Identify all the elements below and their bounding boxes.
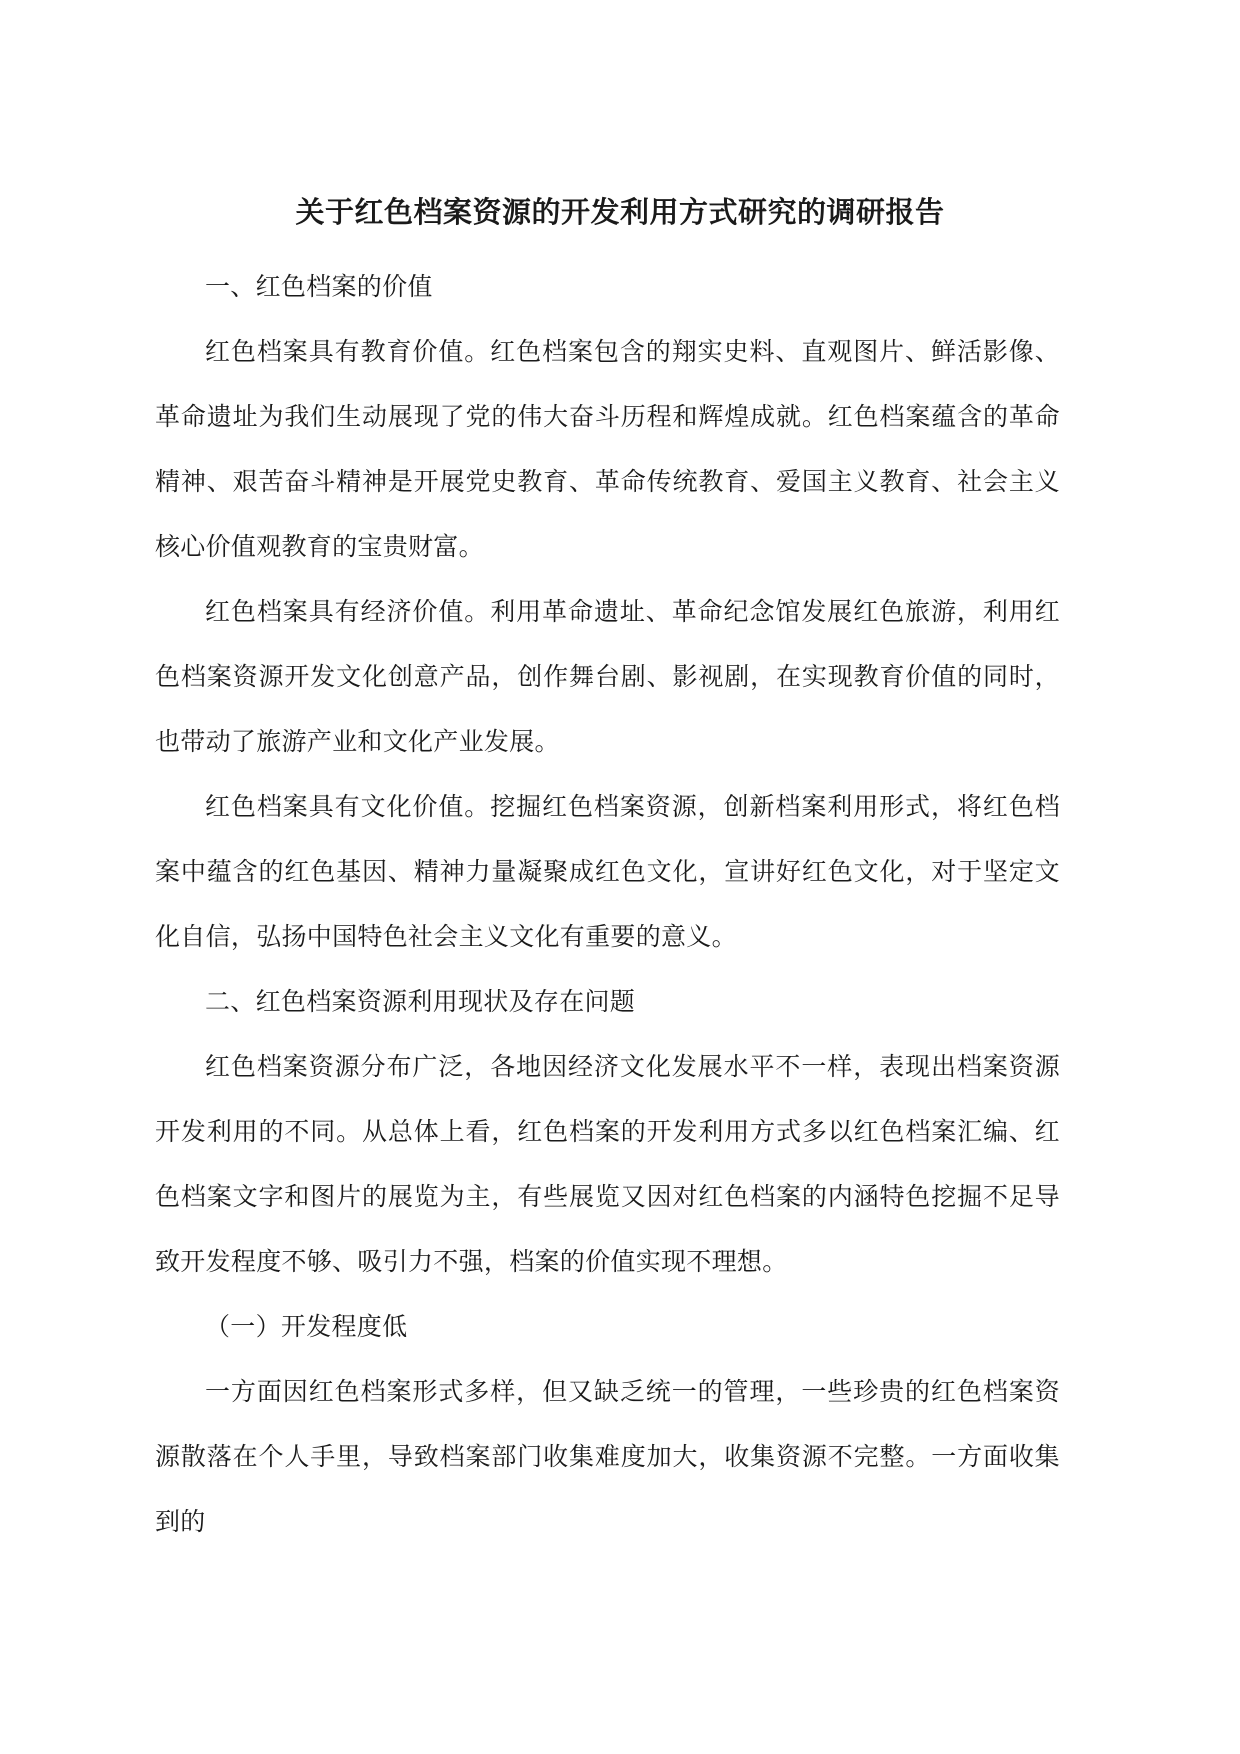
paragraph-current-status: 红色档案资源分布广泛，各地因经济文化发展水平不一样，表现出档案资源开发利用的不同。从总体上看，红色档案的开发利用方式多以红色档案汇编、红色档案文字和图片的展览为主，有些展览又因对红色档案的内涵特色挖掘不足导致开发程度不够、吸引力不强，档案的价值实现不理想。 <box>155 1052 1060 1276</box>
paragraph-low-development: 一方面因红色档案形式多样，但又缺乏统一的管理，一些珍贵的红色档案资源散落在个人手里，导致档案部门收集难度加大，收集资源不完整。一方面收集到的 <box>155 1377 1060 1536</box>
paragraph-education-value: 红色档案具有教育价值。红色档案包含的翔实史料、直观图片、鲜活影像、革命遗址为我们生动展现了党的伟大奋斗历程和辉煌成就。红色档案蕴含的革命精神、艰苦奋斗精神是开展党史教育、革命传统教育、爱国主义教育、社会主义核心价值观教育的宝贵财富。 <box>155 337 1060 561</box>
sub-heading-1: （一）开发程度低 <box>205 1312 408 1341</box>
paragraph-cultural-value: 红色档案具有文化价值。挖掘红色档案资源，创新档案利用形式，将红色档案中蕴含的红色基因、精神力量凝聚成红色文化，宣讲好红色文化，对于坚定文化自信，弘扬中国特色社会主义文化有重要的意义。 <box>155 792 1060 951</box>
section-heading-2: 二、红色档案资源利用现状及存在问题 <box>205 987 636 1016</box>
document-body <box>155 254 1060 1554</box>
section-heading-1: 一、红色档案的价值 <box>205 272 433 301</box>
document-title: 关于红色档案资源的开发利用方式研究的调研报告 <box>295 195 945 229</box>
paragraph-economic-value: 红色档案具有经济价值。利用革命遗址、革命纪念馆发展红色旅游，利用红色档案资源开发文化创意产品，创作舞台剧、影视剧，在实现教育价值的同时，也带动了旅游产业和文化产业发展。 <box>155 597 1060 756</box>
